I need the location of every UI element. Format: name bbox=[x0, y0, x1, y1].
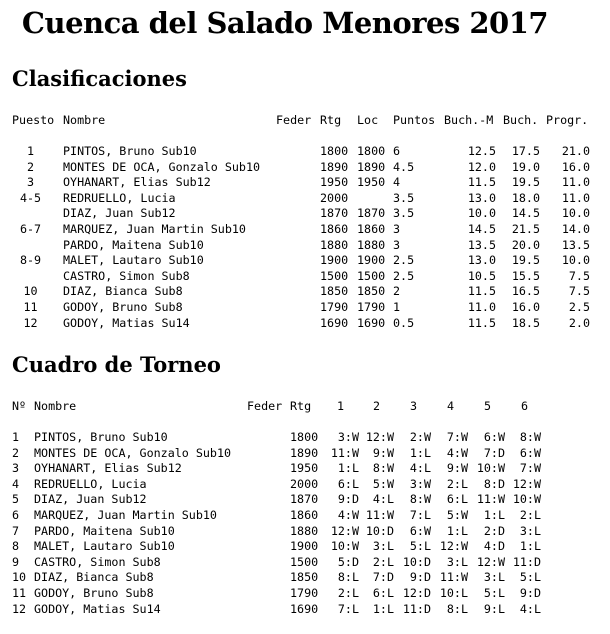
loc-cell: 1860 bbox=[357, 222, 386, 236]
round-result-cell: 12:W bbox=[512, 476, 541, 491]
round-result-cell: 4:W bbox=[337, 508, 359, 522]
round-result-cell: 1:L bbox=[409, 445, 431, 460]
round-result-cell: 4:L bbox=[372, 492, 394, 507]
loc-cell: 1690 bbox=[357, 315, 386, 330]
round-result-cell: 11:W bbox=[365, 508, 394, 522]
name-cell: MONTES DE OCA, Gonzalo Sub10 bbox=[34, 445, 232, 460]
crosstable-row bbox=[0, 492, 610, 508]
buchm-cell: 11.0 bbox=[467, 300, 496, 314]
points-cell: 3 bbox=[393, 237, 401, 252]
progr-cell: 7.5 bbox=[568, 268, 590, 283]
progr-cell: 21.0 bbox=[561, 144, 590, 158]
round-result-cell: 10:W bbox=[330, 539, 359, 554]
buchm-cell: 11.5 bbox=[467, 315, 496, 330]
no-cell: 5 bbox=[12, 492, 20, 507]
round-result-cell: 5:L bbox=[519, 570, 541, 585]
buchm-cell: 12.5 bbox=[467, 144, 496, 158]
buch-cell: 17.5 bbox=[511, 144, 540, 158]
rtg-cell: 1900 bbox=[290, 539, 319, 554]
no-cell: 8 bbox=[12, 539, 20, 554]
round-result-cell: 11:D bbox=[512, 554, 541, 569]
col-rank-header: Puesto bbox=[12, 113, 55, 127]
col-loc-header: Loc bbox=[357, 113, 379, 127]
rtg-cell: 1850 bbox=[290, 570, 319, 585]
col-points-header: Puntos bbox=[393, 113, 436, 127]
standings-row bbox=[0, 238, 610, 254]
crosstable-row bbox=[0, 461, 610, 477]
round-result-cell: 11:W bbox=[439, 570, 468, 585]
round-result-cell: 1:L bbox=[337, 461, 359, 476]
progr-cell: 10.0 bbox=[561, 253, 590, 268]
rtg-cell: 1890 bbox=[290, 445, 319, 460]
progr-cell: 2.0 bbox=[568, 315, 590, 330]
points-cell: 0.5 bbox=[393, 315, 415, 330]
crosstable-row bbox=[0, 570, 610, 586]
standings-header-row bbox=[0, 113, 610, 129]
crosstable-row bbox=[0, 555, 610, 571]
progr-cell: 16.0 bbox=[561, 159, 590, 174]
rtg-cell: 1800 bbox=[290, 430, 319, 444]
standings-row bbox=[0, 144, 610, 160]
round-result-cell: 6:W bbox=[519, 445, 541, 460]
round-result-cell: 11:W bbox=[476, 492, 505, 507]
loc-cell: 1900 bbox=[357, 253, 386, 268]
buch-cell: 16.5 bbox=[511, 284, 540, 299]
standings-row bbox=[0, 284, 610, 300]
round-result-cell: 1:L bbox=[519, 539, 541, 554]
round-result-cell: 11:D bbox=[402, 601, 431, 616]
points-cell: 1 bbox=[393, 300, 401, 314]
round-result-cell: 7:D bbox=[483, 445, 505, 460]
standings-row bbox=[0, 269, 610, 285]
round-result-cell: 10:D bbox=[365, 523, 394, 538]
loc-cell: 1950 bbox=[357, 175, 386, 190]
points-cell: 4 bbox=[393, 175, 401, 190]
crosstable-row bbox=[0, 586, 610, 602]
round-result-cell: 8:D bbox=[483, 476, 505, 491]
round-result-cell: 6:L bbox=[372, 586, 394, 600]
round-result-cell: 6:L bbox=[337, 476, 359, 491]
rtg-cell: 1880 bbox=[320, 237, 349, 252]
buchm-cell: 13.5 bbox=[467, 237, 496, 252]
round-result-cell: 3:L bbox=[483, 570, 505, 585]
round-result-cell: 6:W bbox=[483, 430, 505, 444]
buchm-cell: 11.5 bbox=[467, 175, 496, 190]
col-fed-header: Feder bbox=[247, 399, 283, 413]
crosstable-header-row bbox=[0, 399, 610, 415]
buch-cell: 19.5 bbox=[511, 175, 540, 190]
buchm-cell: 11.5 bbox=[467, 284, 496, 299]
page-title: Cuenca del Salado Menores 2017 bbox=[21, 6, 549, 40]
progr-cell: 11.0 bbox=[561, 175, 590, 190]
round-result-cell: 4:D bbox=[483, 539, 505, 554]
round-result-cell: 8:W bbox=[372, 461, 394, 476]
col-rtg-header: Rtg bbox=[290, 399, 312, 413]
round-result-cell: 1:L bbox=[372, 601, 394, 616]
points-cell: 3 bbox=[393, 222, 401, 236]
rank-cell: 8-9 bbox=[19, 253, 42, 268]
crosstable-row bbox=[0, 539, 610, 555]
round-result-cell: 9:D bbox=[519, 586, 541, 600]
round-result-cell: 8:L bbox=[446, 601, 468, 616]
col-fed-header: Feder bbox=[276, 113, 312, 127]
round-result-cell: 3:L bbox=[372, 539, 394, 554]
round-result-cell: 10:W bbox=[476, 461, 505, 476]
round-result-cell: 8:W bbox=[409, 492, 431, 507]
round-result-cell: 7:D bbox=[372, 570, 394, 585]
name-cell: OYHANART, Elias Sub12 bbox=[63, 175, 211, 190]
col-buchm-header: Buch.-M bbox=[444, 113, 494, 127]
rank-cell: 1 bbox=[26, 144, 35, 158]
name-cell: DIAZ, Juan Sub12 bbox=[34, 492, 147, 507]
standings-row bbox=[0, 253, 610, 269]
round-result-cell: 9:W bbox=[372, 445, 394, 460]
name-cell: MARQUEZ, Juan Martin Sub10 bbox=[34, 508, 217, 522]
col-no-header: Nº bbox=[12, 399, 27, 413]
round-result-cell: 5:W bbox=[446, 508, 468, 522]
standings-heading: Clasificaciones bbox=[12, 66, 187, 91]
points-cell: 3.5 bbox=[393, 190, 415, 205]
name-cell: MALET, Lautaro Sub10 bbox=[34, 539, 175, 554]
round-result-cell: 10:D bbox=[402, 554, 431, 569]
round-result-cell: 8:W bbox=[519, 430, 541, 444]
round-result-cell: 2:D bbox=[483, 523, 505, 538]
round-result-cell: 10:W bbox=[512, 492, 541, 507]
rtg-cell: 1500 bbox=[290, 554, 319, 569]
rtg-cell: 1790 bbox=[320, 300, 349, 314]
rtg-cell: 1690 bbox=[290, 601, 319, 616]
round-result-cell: 6:L bbox=[446, 492, 468, 507]
name-cell: MARQUEZ, Juan Martin Sub10 bbox=[63, 222, 246, 236]
name-cell: GODOY, Matias Su14 bbox=[34, 601, 161, 616]
name-cell: OYHANART, Elias Sub12 bbox=[34, 461, 182, 476]
rtg-cell: 1860 bbox=[320, 222, 349, 236]
no-cell: 12 bbox=[12, 601, 27, 616]
standings-row bbox=[0, 160, 610, 176]
round-result-cell: 1:L bbox=[446, 523, 468, 538]
rank-cell: 4-5 bbox=[19, 190, 42, 205]
rtg-cell: 1860 bbox=[290, 508, 319, 522]
rtg-cell: 1850 bbox=[320, 284, 349, 299]
round-header-4: 4 bbox=[446, 399, 454, 413]
round-result-cell: 4:L bbox=[519, 601, 541, 616]
progr-cell: 10.0 bbox=[561, 206, 590, 221]
rtg-cell: 1950 bbox=[320, 175, 349, 190]
buch-cell: 19.5 bbox=[511, 253, 540, 268]
buch-cell: 21.5 bbox=[511, 222, 540, 236]
buch-cell: 20.0 bbox=[511, 237, 540, 252]
round-result-cell: 9:D bbox=[337, 492, 359, 507]
round-result-cell: 11:W bbox=[330, 445, 359, 460]
round-header-1: 1 bbox=[336, 399, 344, 413]
buchm-cell: 12.0 bbox=[467, 159, 496, 174]
standings-row bbox=[0, 222, 610, 238]
round-header-6: 6 bbox=[520, 399, 528, 413]
points-cell: 4.5 bbox=[393, 159, 415, 174]
standings-row bbox=[0, 300, 610, 316]
buchm-cell: 13.0 bbox=[467, 253, 496, 268]
col-buch-header: Buch. bbox=[503, 113, 539, 127]
round-result-cell: 7:W bbox=[446, 430, 468, 444]
progr-cell: 11.0 bbox=[561, 190, 590, 205]
loc-cell: 1870 bbox=[357, 206, 386, 221]
round-result-cell: 5:L bbox=[409, 539, 431, 554]
rtg-cell: 1870 bbox=[290, 492, 319, 507]
rtg-cell: 2000 bbox=[320, 190, 349, 205]
rtg-cell: 1880 bbox=[290, 523, 319, 538]
progr-cell: 13.5 bbox=[561, 237, 590, 252]
buch-cell: 19.0 bbox=[511, 159, 540, 174]
rtg-cell: 1950 bbox=[290, 461, 319, 476]
loc-cell: 1880 bbox=[357, 237, 386, 252]
no-cell: 9 bbox=[12, 554, 20, 569]
round-result-cell: 2:W bbox=[409, 430, 431, 444]
loc-cell: 1890 bbox=[357, 159, 386, 174]
no-cell: 6 bbox=[12, 508, 20, 522]
name-cell: CASTRO, Simon Sub8 bbox=[34, 554, 161, 569]
loc-cell: 1790 bbox=[357, 300, 386, 314]
crosstable-heading: Cuadro de Torneo bbox=[12, 352, 221, 377]
progr-cell: 7.5 bbox=[568, 284, 590, 299]
round-result-cell: 12:W bbox=[330, 523, 359, 538]
col-rtg-header: Rtg bbox=[320, 113, 342, 127]
round-header-3: 3 bbox=[409, 399, 417, 413]
name-cell: DIAZ, Bianca Sub8 bbox=[63, 284, 183, 299]
crosstable-row bbox=[0, 477, 610, 493]
name-cell: PARDO, Maitena Sub10 bbox=[63, 237, 204, 252]
round-result-cell: 2:L bbox=[446, 476, 468, 491]
buchm-cell: 14.5 bbox=[467, 222, 496, 236]
round-result-cell: 2:L bbox=[337, 586, 359, 600]
progr-cell: 2.5 bbox=[568, 300, 590, 314]
buch-cell: 16.0 bbox=[511, 300, 540, 314]
loc-cell: 1850 bbox=[357, 284, 386, 299]
round-result-cell: 9:D bbox=[409, 570, 431, 585]
rank-cell: 12 bbox=[23, 315, 38, 330]
loc-cell: 1800 bbox=[357, 144, 386, 158]
name-cell: PARDO, Maitena Sub10 bbox=[34, 523, 175, 538]
rank-cell: 3 bbox=[26, 175, 35, 190]
col-name-header: Nombre bbox=[34, 399, 77, 413]
crosstable-row bbox=[0, 524, 610, 540]
buch-cell: 15.5 bbox=[511, 268, 540, 283]
crosstable-row bbox=[0, 430, 610, 446]
round-result-cell: 5:W bbox=[372, 476, 394, 491]
round-result-cell: 2:L bbox=[519, 508, 541, 522]
round-result-cell: 9:L bbox=[483, 601, 505, 616]
round-result-cell: 3:W bbox=[409, 476, 431, 491]
name-cell: DIAZ, Juan Sub12 bbox=[63, 206, 176, 221]
crosstable-row bbox=[0, 446, 610, 462]
round-result-cell: 3:L bbox=[519, 523, 541, 538]
name-cell: CASTRO, Simon Sub8 bbox=[63, 268, 190, 283]
round-result-cell: 7:W bbox=[519, 461, 541, 476]
round-result-cell: 9:W bbox=[446, 461, 468, 476]
name-cell: MONTES DE OCA, Gonzalo Sub10 bbox=[63, 159, 261, 174]
round-result-cell: 12:W bbox=[439, 539, 468, 554]
name-cell: REDRUELLO, Lucia bbox=[34, 476, 147, 491]
standings-row bbox=[0, 316, 610, 332]
points-cell: 6 bbox=[393, 144, 401, 158]
round-result-cell: 7:L bbox=[337, 601, 359, 616]
round-header-2: 2 bbox=[372, 399, 380, 413]
name-cell: DIAZ, Bianca Sub8 bbox=[34, 570, 154, 585]
points-cell: 2.5 bbox=[393, 253, 415, 268]
crosstable-row bbox=[0, 508, 610, 524]
rtg-cell: 1790 bbox=[290, 586, 319, 600]
no-cell: 11 bbox=[12, 586, 27, 600]
buch-cell: 18.0 bbox=[511, 190, 540, 205]
round-result-cell: 3:W bbox=[337, 430, 359, 444]
round-result-cell: 8:L bbox=[337, 570, 359, 585]
name-cell: REDRUELLO, Lucia bbox=[63, 190, 176, 205]
round-result-cell: 4:W bbox=[446, 445, 468, 460]
round-result-cell: 2:L bbox=[372, 554, 394, 569]
standings-row bbox=[0, 191, 610, 207]
round-result-cell: 12:W bbox=[476, 554, 505, 569]
round-result-cell: 7:L bbox=[409, 508, 431, 522]
standings-row bbox=[0, 175, 610, 191]
rank-cell: 2 bbox=[26, 159, 35, 174]
round-result-cell: 12:D bbox=[402, 586, 431, 600]
round-result-cell: 4:L bbox=[409, 461, 431, 476]
loc-cell: 1500 bbox=[357, 268, 386, 283]
no-cell: 3 bbox=[12, 461, 20, 476]
no-cell: 1 bbox=[12, 430, 20, 444]
name-cell: GODOY, Bruno Sub8 bbox=[34, 586, 154, 600]
rtg-cell: 1870 bbox=[320, 206, 349, 221]
no-cell: 2 bbox=[12, 445, 20, 460]
col-name-header: Nombre bbox=[63, 113, 106, 127]
crosstable-row bbox=[0, 602, 610, 618]
buch-cell: 18.5 bbox=[511, 315, 540, 330]
round-result-cell: 6:W bbox=[409, 523, 431, 538]
no-cell: 7 bbox=[12, 523, 20, 538]
points-cell: 2 bbox=[393, 284, 401, 299]
points-cell: 3.5 bbox=[393, 206, 415, 221]
rtg-cell: 1500 bbox=[320, 268, 349, 283]
round-result-cell: 3:L bbox=[446, 554, 468, 569]
rank-cell: 10 bbox=[23, 284, 38, 299]
rtg-cell: 1900 bbox=[320, 253, 349, 268]
name-cell: GODOY, Matias Su14 bbox=[63, 315, 190, 330]
name-cell: GODOY, Bruno Sub8 bbox=[63, 300, 183, 314]
col-progr-header: Progr. bbox=[546, 113, 589, 127]
round-result-cell: 12:W bbox=[365, 430, 394, 444]
rtg-cell: 1800 bbox=[320, 144, 349, 158]
name-cell: MALET, Lautaro Sub10 bbox=[63, 253, 204, 268]
rtg-cell: 2000 bbox=[290, 476, 319, 491]
round-result-cell: 5:L bbox=[483, 586, 505, 600]
buchm-cell: 10.5 bbox=[467, 268, 496, 283]
rank-cell: 11 bbox=[23, 300, 38, 314]
progr-cell: 14.0 bbox=[561, 222, 590, 236]
standings-row bbox=[0, 206, 610, 222]
points-cell: 2.5 bbox=[393, 268, 415, 283]
rtg-cell: 1690 bbox=[320, 315, 349, 330]
round-result-cell: 10:L bbox=[439, 586, 468, 600]
round-result-cell: 1:L bbox=[483, 508, 505, 522]
no-cell: 10 bbox=[12, 570, 27, 585]
name-cell: PINTOS, Bruno Sub10 bbox=[34, 430, 168, 444]
rtg-cell: 1890 bbox=[320, 159, 349, 174]
name-cell: PINTOS, Bruno Sub10 bbox=[63, 144, 197, 158]
round-header-5: 5 bbox=[483, 399, 491, 413]
buchm-cell: 13.0 bbox=[467, 190, 496, 205]
rank-cell: 6-7 bbox=[19, 222, 42, 236]
buch-cell: 14.5 bbox=[511, 206, 540, 221]
round-result-cell: 5:D bbox=[337, 554, 359, 569]
buchm-cell: 10.0 bbox=[467, 206, 496, 221]
no-cell: 4 bbox=[12, 476, 20, 491]
